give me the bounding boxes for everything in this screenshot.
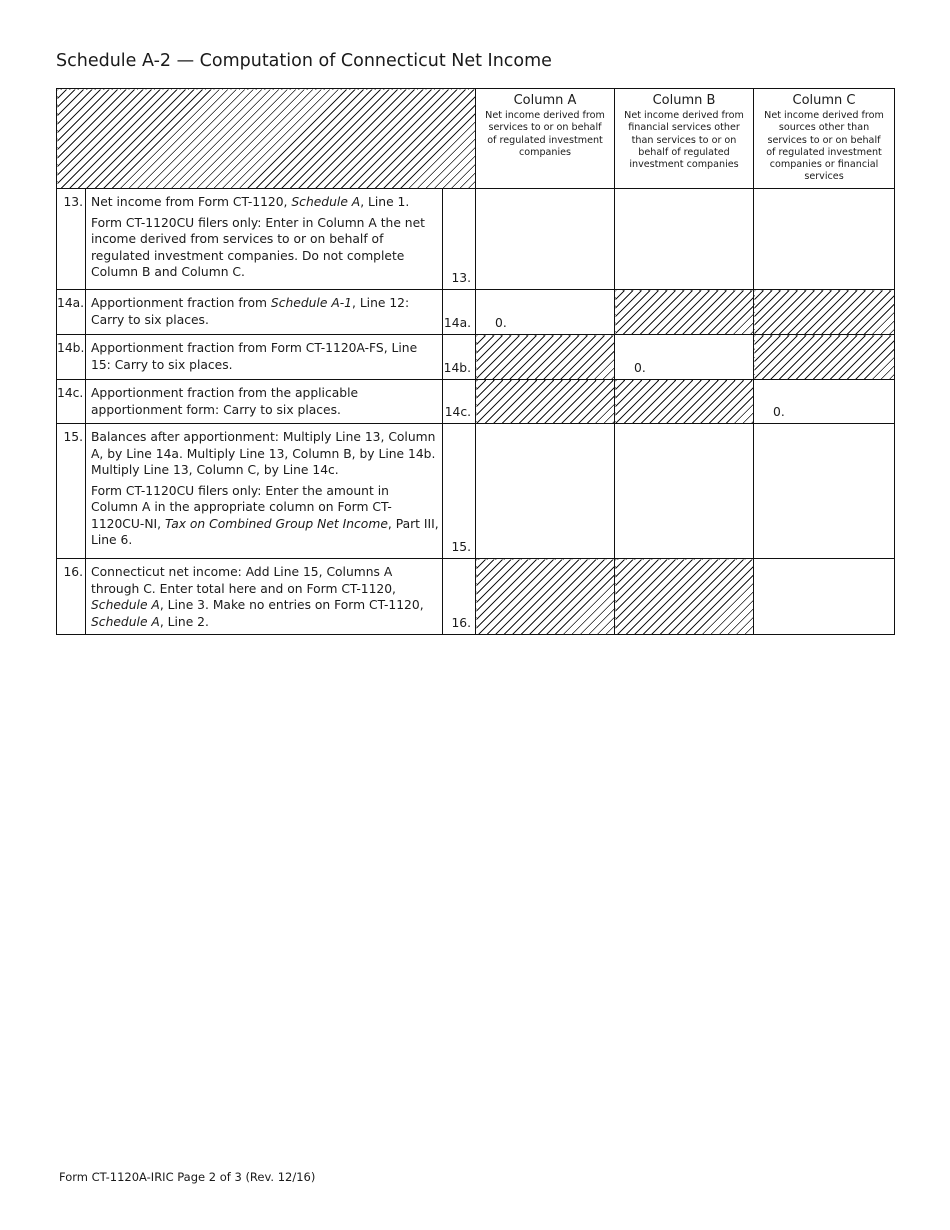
line-15-column-a-input[interactable] [476, 424, 615, 559]
line-13-column-c-input[interactable] [754, 189, 895, 290]
line-13-row [57, 189, 895, 290]
line-14c-text: Apportionment fraction from the applicable apportionment form: Carry to six places. [91, 386, 359, 417]
line-14a-column-c-hatched [754, 290, 895, 335]
line-16-column-b-hatched [615, 559, 754, 635]
line-13-cu-note: Form CT-1120CU filers only: Enter in Column A the net income derived from services to or on behalf of regulated investment companies. Do not complete Column B and Column C. [91, 215, 425, 279]
line-13-column-b-input[interactable] [615, 189, 754, 290]
header-hatched-cell [57, 89, 476, 189]
line-15-number: 15. [57, 424, 86, 559]
line-16-row [57, 559, 895, 635]
line-14c-number: 14c. [57, 380, 86, 424]
line-15-description [86, 424, 443, 559]
line-14a-label: 14a. [443, 290, 476, 335]
line-14a-column-a-input[interactable]: 0. [476, 290, 615, 335]
line-14b-label: 14b. [443, 335, 476, 380]
line-14b-description [86, 335, 443, 380]
column-b-name: Column B [652, 93, 716, 108]
column-a-name: Column A [513, 93, 577, 108]
line-15-label: 15. [443, 424, 476, 559]
line-15-column-b-input[interactable] [615, 424, 754, 559]
line-16-column-a-hatched [476, 559, 615, 635]
line-16-description [86, 559, 443, 635]
line-14c-description [86, 380, 443, 424]
line-15-cu-note: Form CT-1120CU filers only: Enter the amount in Column A in the appropriate column on Form CT-1120CU-NI, Tax on Combined Group Net Income, Part III, Line 6. [91, 483, 439, 547]
line-15-row [57, 424, 895, 559]
line-16-number: 16. [57, 559, 86, 635]
line-14b-text: Apportionment fraction from Form CT-1120A-FS, Line 15: Carry to six places. [91, 341, 418, 372]
line-14b-column-c-hatched [754, 335, 895, 380]
line-14b-row [57, 335, 895, 380]
header-row [57, 89, 895, 189]
line-14c-row [57, 380, 895, 424]
line-14a-description [86, 290, 443, 335]
line-14a-column-b-hatched [615, 290, 754, 335]
line-16-label: 16. [443, 559, 476, 635]
column-b-description: Net income derived from financial services other than services to or on behalf of regulated investment companies [624, 110, 744, 171]
line-14c-label: 14c. [443, 380, 476, 424]
line-14b-column-b-input[interactable]: 0. [615, 335, 754, 380]
line-13-text: Net income from Form CT-1120, Schedule A, Line 1. [91, 195, 410, 209]
line-13-label: 13. [443, 189, 476, 290]
line-16-text: Connecticut net income: Add Line 15, Columns A through C. Enter total here and on Form CT-1120, Schedule A, Line 3. Make no entries on Form CT-1120, Schedule A, Line 2. [91, 565, 424, 629]
line-14b-column-a-hatched [476, 335, 615, 380]
page-title: Schedule A-2 — Computation of Connecticut Net Income [56, 51, 552, 71]
column-b-header [615, 89, 754, 189]
line-16-column-c-input[interactable] [754, 559, 895, 635]
line-13-column-a-input[interactable] [476, 189, 615, 290]
line-14c-column-b-hatched [615, 380, 754, 424]
line-13-description [86, 189, 443, 290]
line-15-text: Balances after apportionment: Multiply Line 13, Column A, by Line 14a. Multiply Line 13, Column B, by Line 14b. Multiply Line 13, Column C, by Line 14c. [91, 430, 436, 477]
line-13-number: 13. [57, 189, 86, 290]
line-15-column-c-input[interactable] [754, 424, 895, 559]
line-14a-number: 14a. [57, 290, 86, 335]
line-14a-row [57, 290, 895, 335]
page-footer: Form CT-1120A-IRIC Page 2 of 3 (Rev. 12/16) [59, 1170, 316, 1184]
column-a-description: Net income derived from services to or on behalf of regulated investment companies [485, 110, 605, 158]
column-c-name: Column C [792, 93, 856, 108]
line-14c-column-c-input[interactable]: 0. [754, 380, 895, 424]
schedule-a2-table [56, 88, 895, 635]
column-c-description: Net income derived from sources other than services to or on behalf of regulated investment companies or financial services [764, 110, 884, 183]
line-14a-text: Apportionment fraction from Schedule A-1, Line 12: Carry to six places. [91, 296, 410, 327]
column-c-header [754, 89, 895, 189]
line-14c-column-a-hatched [476, 380, 615, 424]
line-14b-number: 14b. [57, 335, 86, 380]
column-a-header [476, 89, 615, 189]
